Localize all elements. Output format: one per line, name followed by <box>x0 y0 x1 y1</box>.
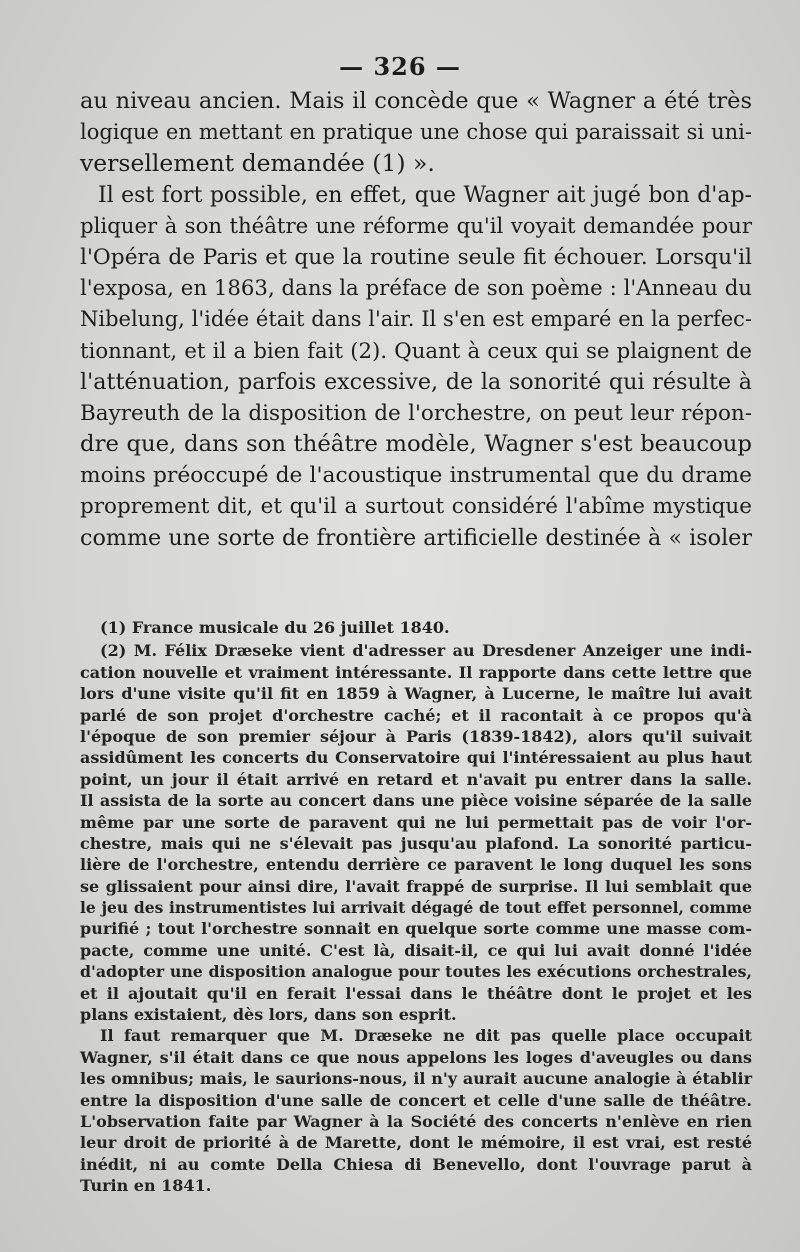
text-line: moins préoccupé de l'acoustique instrumental que du drame <box>80 463 752 489</box>
footnote-line: lors d'une visite qu'il fit en 1859 à Wagner, à Lucerne, le maître lui avait <box>80 684 752 704</box>
footnote-line: l'époque de son premier séjour à Paris (1839-1842), alors qu'il suivait <box>80 726 752 746</box>
footnote-line: point, un jour il était arrivé en retard et n'avait pu entrer dans la salle. <box>80 769 752 789</box>
text-line: dre que, dans son théâtre modèle, Wagner s'est beaucoup <box>80 431 752 458</box>
text-line: l'atténuation, parfois excessive, de la sonorité qui résulte à <box>80 368 752 395</box>
footnote-line: (1) France musicale du 26 juillet 1840. <box>100 618 450 637</box>
page-number: — 326 — <box>339 52 461 81</box>
footnote-line: chestre, mais qui ne s'élevait pas jusqu'au plafond. La sonorité particu- <box>80 833 752 853</box>
footnote-line: plans existaient, dès lors, dans son esprit. <box>80 1005 457 1025</box>
text-line: l'Opéra de Paris et que la routine seule fit échouer. Lorsqu'il <box>80 244 752 270</box>
footnote-line: même par une sorte de paravent qui ne lui permettait pas de voir l'or- <box>80 812 752 832</box>
footnote-line: parlé de son projet d'orchestre caché; et il racontait à ce propos qu'à <box>80 705 752 725</box>
footnote-line: se glissaient pour ainsi dire, l'avait frappé de surprise. Il lui semblait que <box>80 876 752 896</box>
text-line: au niveau ancien. Mais il concède que « Wagner a été très <box>80 88 752 114</box>
footnote-line: Turin en 1841. <box>80 1176 212 1196</box>
text-line: Bayreuth de la disposition de l'orchestre, on peut leur répon- <box>80 400 752 426</box>
text-line: l'exposa, en 1863, dans la préface de son poème : l'Anneau du <box>80 276 752 302</box>
text-line: comme une sorte de frontière artificielle destinée à « isoler <box>80 524 752 551</box>
text-line: proprement dit, et qu'il a surtout considéré l'abîme mystique <box>80 494 752 520</box>
footnote-line: le jeu des instrumentistes lui arrivait dégagé de tout effet personnel, comme <box>80 898 752 918</box>
footnote-line: les omnibus; mais, le saurions-nous, il n'y aurait aucune analogie à établir <box>80 1069 752 1089</box>
footnote-line: cation nouvelle et vraiment intéressante. Il rapporte dans cette lettre que <box>80 662 752 682</box>
text-line: logique en mettant en pratique une chose qui paraissait si uni- <box>80 120 752 145</box>
footnote-line: leur droit de priorité à de Marette, dont le mémoire, il est vrai, est resté <box>80 1133 752 1153</box>
text-line: Il est fort possible, en effet, que Wagner ait jugé bon d'ap- <box>98 182 752 208</box>
main-text <box>80 86 752 554</box>
footnote-line: entre la disposition d'une salle de concert et celle d'une salle de théâtre. <box>80 1090 752 1110</box>
footnote-line: L'observation faite par Wagner à la Société des concerts n'enlève en rien <box>80 1111 752 1131</box>
text-line: pliquer à son théâtre une réforme qu'il voyait demandée pour <box>80 213 752 239</box>
footnote-line: assidûment les concerts du Conservatoire qui l'intéressaient au plus haut <box>80 748 752 768</box>
footnote-line: Wagner, s'il était dans ce que nous appelons les loges d'aveugles ou dans <box>80 1047 752 1067</box>
footnote-line: inédit, ni au comte Della Chiesa di Benevello, dont l'ouvrage parut à <box>80 1154 752 1174</box>
footnote-line: lière de l'orchestre, entendu derrière ce paravent le long duquel les sons <box>80 855 752 875</box>
text-line: Nibelung, l'idée était dans l'air. Il s'en est emparé en la perfec- <box>80 307 752 332</box>
text-line: versellement demandée (1) ». <box>80 149 435 178</box>
footnote-line: pacte, comme une unité. C'est là, disait-il, ce qui lui avait donné l'idée <box>80 940 752 960</box>
text-line: tionnant, et il a bien fait (2). Quant à ceux qui se plaignent de <box>80 338 752 364</box>
footnotes <box>80 617 752 1197</box>
footnote-line: purifié ; tout l'orchestre sonnait en quelque sorte comme une masse com- <box>80 919 752 939</box>
footnote-line: et il ajoutait qu'il en ferait l'essai dans le théâtre dont le projet et les <box>80 983 752 1003</box>
footnote-line: Il faut remarquer que M. Dræseke ne dit pas quelle place occupait <box>100 1026 752 1046</box>
footnote-line: (2) M. Félix Dræseke vient d'adresser au Dresdener Anzeiger une indi- <box>100 641 752 661</box>
footnote-line: Il assista de la sorte au concert dans une pièce voisine séparée de la salle <box>80 791 752 811</box>
footnote-line: d'adopter une disposition analogue pour toutes les exécutions orchestrales, <box>80 962 752 982</box>
